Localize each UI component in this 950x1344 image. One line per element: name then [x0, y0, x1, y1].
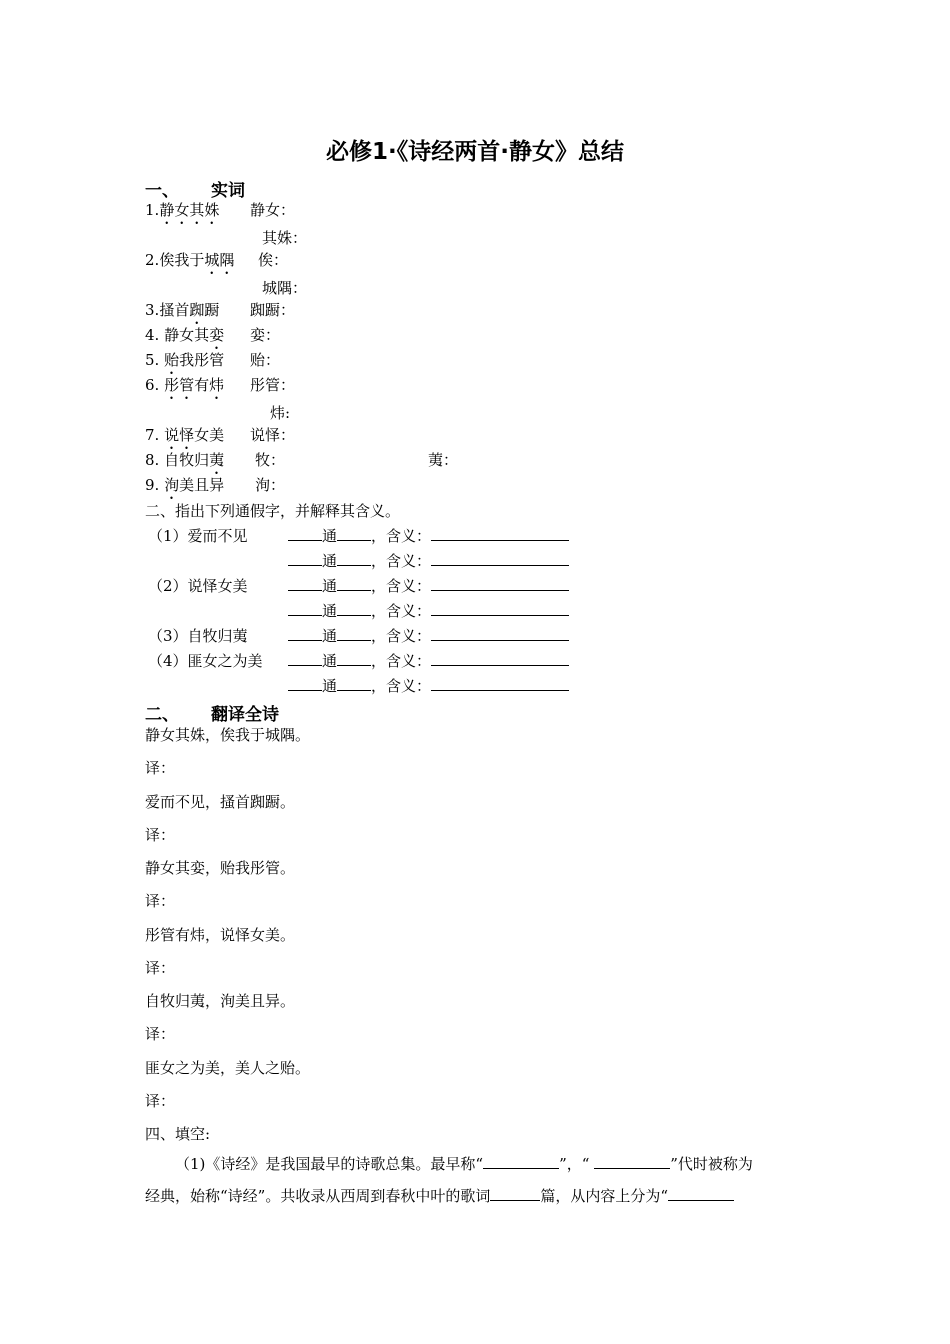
poem-line: 自牧归荑，洵美且异。: [145, 992, 296, 1011]
meaning-blank-field[interactable]: [431, 651, 569, 666]
vocab-item: [145, 250, 234, 278]
vocab-phrase-segment: 静: [159, 201, 175, 219]
section-title: 翻译全诗: [211, 705, 279, 725]
meaning-blank-field[interactable]: [431, 676, 569, 691]
vocab-item: [145, 350, 224, 378]
fill-text-2b: 篇，从内容上分为“: [540, 1187, 669, 1205]
blank-field[interactable]: [288, 576, 322, 591]
section-heading-fanyi: [145, 700, 279, 725]
tongjia-answer-row: [288, 651, 569, 671]
blank-field[interactable]: [337, 601, 371, 616]
tongjia-label: （4）匪女之为美: [148, 652, 263, 670]
vocab-phrase-segment: 其: [189, 201, 205, 219]
tong-label: 通: [322, 552, 338, 570]
vocab-phrase-segment: 女美: [194, 426, 225, 444]
blank-field[interactable]: [337, 651, 371, 666]
vocab-item: [145, 475, 224, 503]
vocab-phrase-segment: 3.: [145, 301, 160, 319]
translation-label: 译：: [145, 825, 176, 844]
blank-field[interactable]: [337, 576, 371, 591]
separator: ，: [371, 627, 387, 645]
poem-line: 彤管有炜，说怿女美。: [145, 925, 296, 944]
vocab-gloss-label: 牧：: [255, 451, 286, 469]
blank-field[interactable]: [288, 551, 322, 566]
vocab-phrase-segment: 洵: [164, 476, 180, 494]
fill-paragraph-line-2: [145, 1180, 810, 1212]
hanyi-label: 含义：: [386, 577, 432, 595]
vocab-phrase-segment: 静女其: [164, 326, 210, 344]
translation-label: 译：: [145, 759, 176, 777]
hanyi-label: 含义：: [386, 627, 432, 645]
page-title: 必修1·《诗经两首·静女》总结: [326, 139, 624, 165]
blank-field[interactable]: [668, 1186, 734, 1201]
blank-field[interactable]: [337, 676, 371, 691]
vocab-phrase-segment: 隅: [219, 251, 235, 269]
tong-label: 通: [322, 652, 338, 670]
vocab-phrase-segment: 炜: [209, 376, 225, 394]
blank-field[interactable]: [490, 1186, 540, 1201]
tongjia-label: （2）说怿女美: [148, 577, 248, 595]
vocab-item: [145, 425, 224, 453]
section-number: 一、: [145, 181, 179, 201]
fill-paragraph-line-1: [145, 1148, 810, 1180]
tongjia-answer-row: [288, 526, 569, 546]
vocab-item: [145, 325, 224, 353]
vocab-phrase-segment: 1.: [145, 201, 160, 219]
vocab-phrase-segment: 踟: [189, 301, 205, 319]
blank-field[interactable]: [288, 526, 322, 541]
vocab-phrase-segment: 有: [194, 376, 210, 394]
meaning-blank-field[interactable]: [431, 526, 569, 541]
vocab-gloss-label: 说怿：: [250, 426, 296, 444]
poem-line: 爱而不见，搔首踟蹰。: [145, 792, 296, 811]
blank-field[interactable]: [337, 526, 371, 541]
vocab-gloss-label: 踟蹰：: [250, 301, 296, 319]
separator: ，: [371, 652, 387, 670]
fill-text-1: （1)《诗经》是我国最早的诗歌总集。最早称“: [175, 1155, 484, 1173]
blank-field[interactable]: [288, 676, 322, 691]
vocab-phrase-segment: 荑: [209, 451, 225, 469]
blank-field[interactable]: [337, 551, 371, 566]
tong-label: 通: [322, 577, 338, 595]
tong-label: 通: [322, 527, 338, 545]
vocab-item: [145, 300, 219, 328]
separator: ，: [371, 527, 387, 545]
tongjia-label: （3）自牧归荑: [148, 627, 248, 645]
hanyi-label: 含义：: [386, 677, 432, 695]
hanyi-label: 含义：: [386, 652, 432, 670]
vocab-gloss-label: 贻：: [250, 351, 281, 369]
section-heading-tongjia: 二、指出下列通假字，并解释其含义。: [145, 502, 401, 520]
tongjia-answer-row: [288, 676, 569, 696]
vocab-phrase-segment: 贻: [164, 351, 180, 369]
tongjia-answer-row: [288, 576, 569, 596]
tong-label: 通: [322, 602, 338, 620]
section-heading-tiankong: 四、填空:: [145, 1125, 211, 1143]
vocab-phrase-segment: 姝: [204, 201, 220, 219]
poem-line: 静女其娈，贻我彤管。: [145, 859, 296, 878]
separator: ，: [371, 577, 387, 595]
translation-label: 译：: [145, 958, 176, 977]
vocab-gloss-label: 炜:: [270, 404, 291, 422]
vocab-phrase-segment: 蹰: [204, 301, 220, 319]
meaning-blank-field[interactable]: [431, 576, 569, 591]
hanyi-label: 含义：: [386, 527, 432, 545]
meaning-blank-field[interactable]: [431, 551, 569, 566]
section-number: 二、: [145, 705, 179, 725]
tong-label: 通: [322, 627, 338, 645]
meaning-blank-field[interactable]: [431, 601, 569, 616]
poem-line: 匪女之为美，美人之贻。: [145, 1059, 311, 1077]
vocab-phrase-segment: 彤: [164, 376, 180, 394]
vocab-phrase-segment: 5.: [145, 351, 165, 369]
vocab-phrase-segment: 城: [204, 251, 220, 269]
fill-text-1b: ”，“: [559, 1155, 595, 1173]
section-title: 实词: [211, 181, 245, 201]
poem-line: 静女其姝，俟我于城隅。: [145, 726, 311, 744]
vocab-phrase-segment: 6.: [145, 376, 165, 394]
vocab-gloss-label: 彤管：: [250, 376, 296, 394]
separator: ，: [371, 602, 387, 620]
separator: ，: [371, 677, 387, 695]
meaning-blank-field[interactable]: [431, 626, 569, 641]
vocab-phrase-segment: 7.: [145, 426, 165, 444]
vocab-gloss-label: 俟：: [258, 251, 289, 269]
blank-field[interactable]: [288, 601, 322, 616]
separator: ，: [371, 552, 387, 570]
vocab-item: [145, 450, 224, 478]
vocab-phrase-segment: 8.: [145, 451, 165, 469]
tongjia-label: （1）爱而不见: [148, 527, 248, 545]
translation-label: 译：: [145, 1025, 176, 1044]
vocab-phrase-segment: 娈: [209, 326, 225, 344]
vocab-phrase-segment: 我彤管: [179, 351, 225, 369]
vocab-gloss-label: 静女：: [250, 201, 296, 219]
vocab-item: [145, 200, 219, 228]
vocab-gloss-label: 荑：: [428, 451, 459, 469]
fill-text-2: 经典，始称“诗经”。共收录从西周到春秋中叶的歌词: [145, 1187, 491, 1205]
tongjia-answer-row: [288, 626, 569, 646]
vocab-phrase-segment: 女: [174, 201, 190, 219]
vocab-gloss-label: 城隅：: [262, 279, 308, 297]
vocab-item: [145, 375, 224, 403]
blank-field[interactable]: [288, 651, 322, 666]
fill-text-1c: ”代时被称为: [670, 1155, 753, 1173]
hanyi-label: 含义：: [386, 602, 432, 620]
vocab-phrase-segment: 管: [179, 376, 195, 394]
translation-label: 译：: [145, 1092, 176, 1110]
hanyi-label: 含义：: [386, 552, 432, 570]
tongjia-answer-row: [288, 551, 569, 571]
vocab-gloss-label: 娈：: [250, 326, 281, 344]
vocab-phrase-segment: 9.: [145, 476, 165, 494]
vocab-gloss-label: 洵：: [255, 476, 286, 494]
vocab-phrase-segment: 2.: [145, 251, 160, 269]
vocab-phrase-segment: 怿: [179, 426, 195, 444]
blank-field[interactable]: [337, 626, 371, 641]
tongjia-answer-row: [288, 601, 569, 621]
vocab-phrase-segment: 自牧归: [164, 451, 210, 469]
section-heading-shici: [145, 176, 245, 201]
blank-field[interactable]: [483, 1154, 559, 1169]
vocab-phrase-segment: 搔首: [159, 301, 190, 319]
translation-label: 译：: [145, 892, 176, 911]
blank-field[interactable]: [594, 1154, 670, 1169]
vocab-phrase-segment: 俟我于: [159, 251, 205, 269]
tong-label: 通: [322, 677, 338, 695]
vocab-phrase-segment: 说: [164, 426, 180, 444]
vocab-phrase-segment: 4.: [145, 326, 165, 344]
vocab-phrase-segment: 美且异: [179, 476, 225, 494]
vocab-gloss-label: 其姝：: [262, 229, 308, 247]
blank-field[interactable]: [288, 626, 322, 641]
